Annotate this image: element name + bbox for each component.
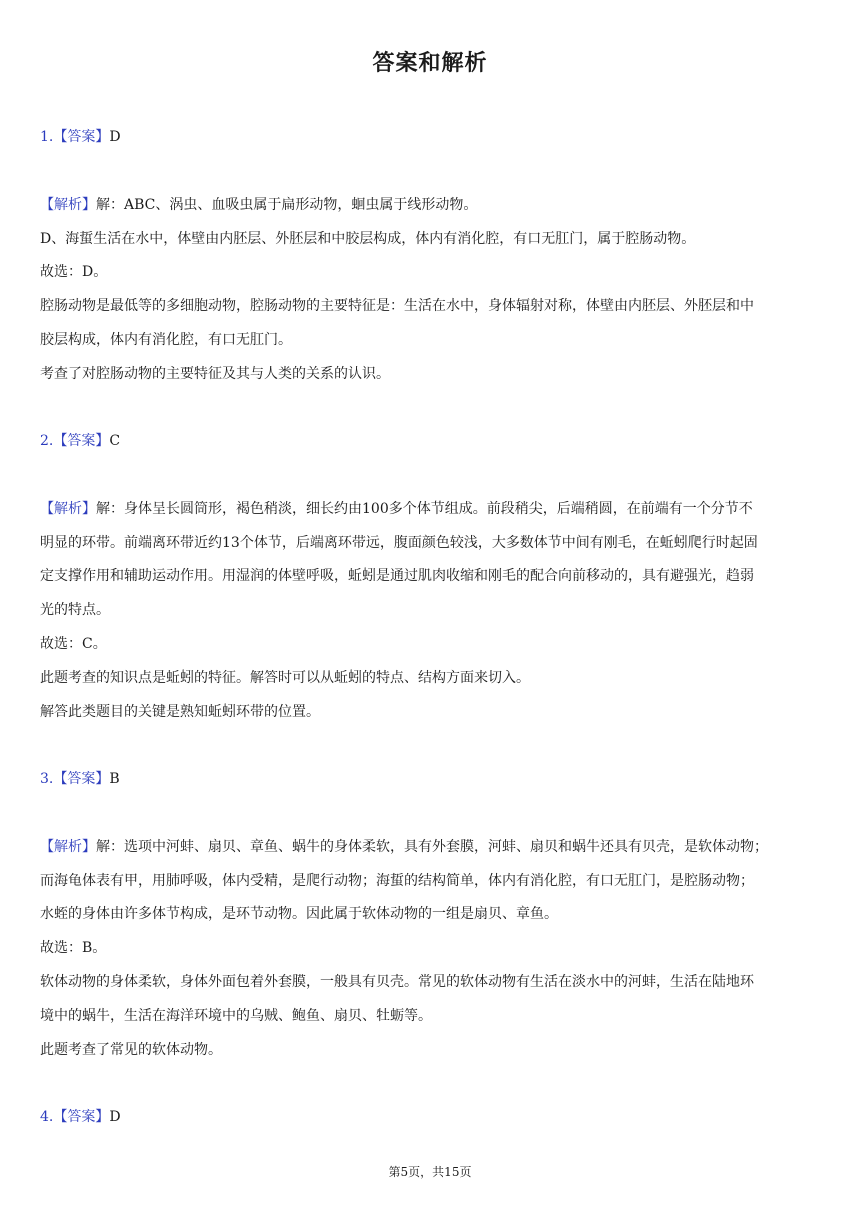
answer-line-q2 — [40, 431, 820, 451]
analysis-line: 此题考查了常见的软体动物。 — [40, 1042, 222, 1058]
analysis-line: 胶层构成，体内有消化腔，有口无肛门。 — [40, 332, 292, 348]
analysis-text: 解：身体呈长圆筒形，褐色稍淡，细长约由100多个体节组成。前段稍尖，后端稍圆，在前端有一个分节不 — [96, 501, 753, 517]
question-number: 1. — [40, 129, 54, 145]
analysis-line: 解答此类题目的关键是熟知蚯蚓环带的位置。 — [40, 704, 320, 720]
answer-label: 【答案】 — [53, 433, 110, 449]
analysis-line: 此题考查的知识点是蚯蚓的特征。解答时可以从蚯蚓的特点、结构方面来切入。 — [40, 670, 530, 686]
analysis-line: 软体动物的身体柔软，身体外面包着外套膜，一般具有贝壳。常见的软体动物有生活在淡水中的河蚌，生活在陆地环 — [40, 974, 754, 990]
question-number: 4. — [40, 1109, 54, 1125]
answer-value: D — [109, 1109, 121, 1125]
analysis-line — [40, 499, 820, 519]
analysis-label: 【解析】 — [40, 197, 96, 213]
answer-line-q4 — [40, 1107, 820, 1127]
analysis-line — [40, 195, 820, 215]
analysis-line: 水蛭的身体由许多体节构成，是环节动物。因此属于软体动物的一组是扇贝、章鱼。 — [40, 906, 558, 922]
analysis-line: 境中的蜗牛，生活在海洋环境中的乌贼、鲍鱼、扇贝、牡蛎等。 — [40, 1008, 432, 1024]
analysis-line: D、海蜇生活在水中，体壁由内胚层、外胚层和中胶层构成，体内有消化腔，有口无肛门，属于腔肠动物。 — [40, 231, 696, 247]
analysis-line: 故选：C。 — [40, 636, 107, 652]
question-number: 3. — [40, 771, 54, 787]
analysis-line: 腔肠动物是最低等的多细胞动物，腔肠动物的主要特征是：生活在水中，身体辐射对称，体壁由内胚层、外胚层和中 — [40, 298, 754, 314]
answer-label: 【答案】 — [53, 129, 110, 145]
page-footer: 第5页，共15页 — [388, 1165, 472, 1179]
analysis-text: 解：选项中河蚌、扇贝、章鱼、蜗牛的身体柔软，具有外套膜，河蚌、扇贝和蜗牛还具有贝壳，是软体动物； — [96, 839, 768, 855]
analysis-line: 考查了对腔肠动物的主要特征及其与人类的关系的认识。 — [40, 366, 390, 382]
analysis-line: 故选：B。 — [40, 940, 107, 956]
analysis-line: 故选：D。 — [40, 264, 108, 280]
analysis-line: 而海龟体表有甲，用肺呼吸，体内受精，是爬行动物；海蜇的结构简单，体内有消化腔，有口无肛门，是腔肠动物； — [40, 873, 754, 889]
analysis-line: 光的特点。 — [40, 602, 110, 618]
analysis-label: 【解析】 — [40, 839, 96, 855]
answer-value: D — [109, 129, 121, 145]
analysis-line: 定支撑作用和辅助运动作用。用湿润的体壁呼吸，蚯蚓是通过肌肉收缩和刚毛的配合向前移动的，具有避强光，趋弱 — [40, 568, 754, 584]
page-title: 答案和解析 — [372, 51, 488, 76]
answer-label: 【答案】 — [53, 1109, 110, 1125]
question-number: 2. — [40, 433, 54, 449]
answer-value: C — [109, 433, 121, 449]
answer-value: B — [109, 771, 120, 787]
answer-line-q3 — [40, 769, 820, 789]
answer-label: 【答案】 — [53, 771, 110, 787]
answer-line-q1 — [40, 127, 820, 147]
analysis-line: 明显的环带。前端离环带近约13个体节，后端离环带远，腹面颜色较浅，大多数体节中间有刚毛，在蚯蚓爬行时起固 — [40, 535, 758, 551]
analysis-label: 【解析】 — [40, 501, 96, 517]
analysis-text: 解：ABC、涡虫、血吸虫属于扁形动物，蛔虫属于线形动物。 — [96, 197, 478, 213]
analysis-line — [40, 837, 820, 857]
